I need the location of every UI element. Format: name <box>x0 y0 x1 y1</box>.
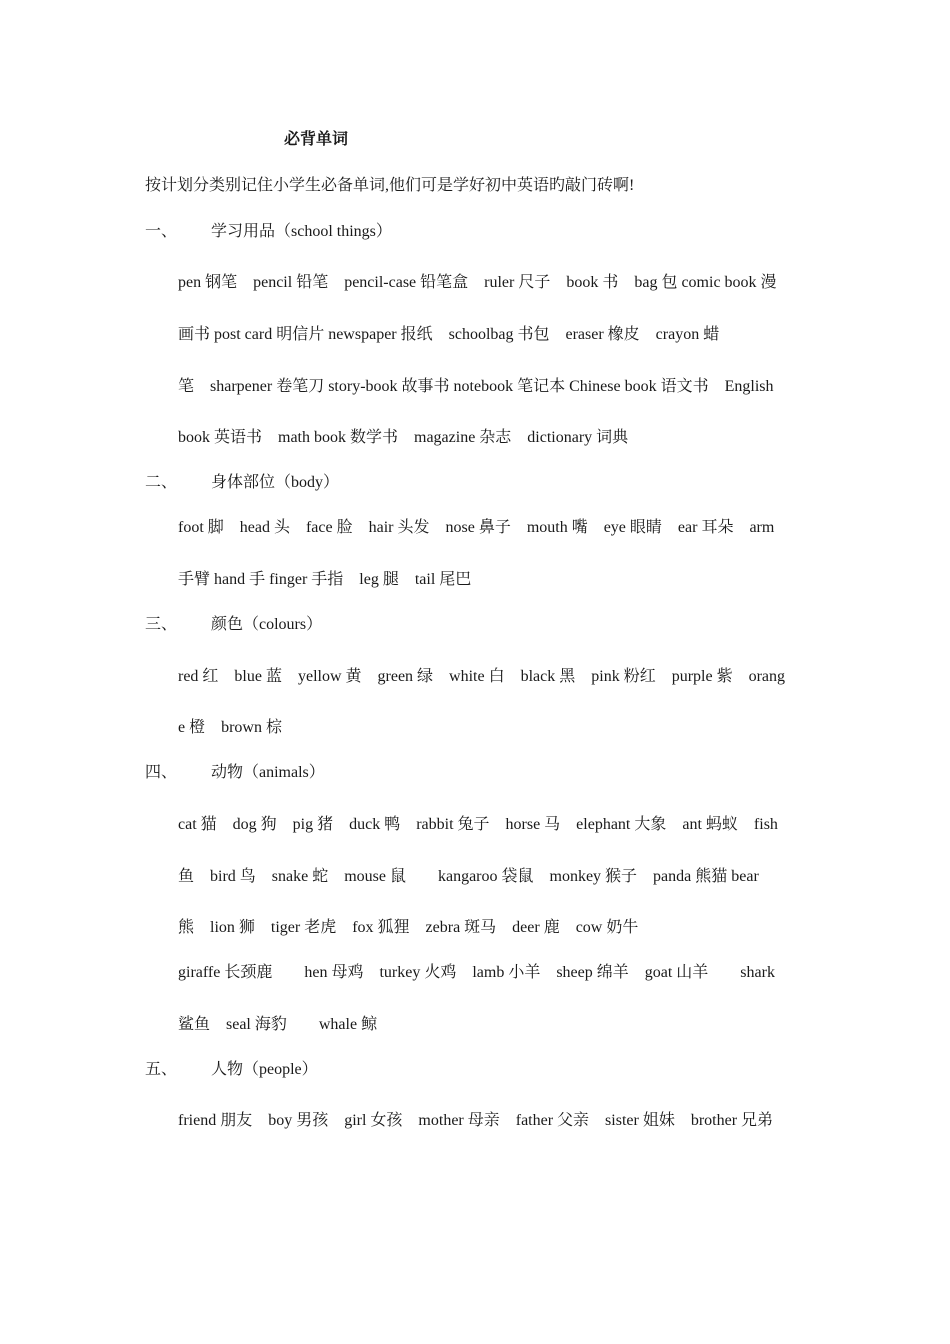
vocab-line: friend 朋友 boy 男孩 girl 女孩 mother 母亲 father 父亲 sister 姐妹 brother 兄弟 <box>178 1112 774 1129</box>
vocab-line: red 红 blue 蓝 yellow 黄 green 绿 white 白 black 黑 pink 粉红 purple 紫 orang <box>178 668 786 685</box>
section-number: 一、 <box>145 223 178 240</box>
vocab-line: pen 钢笔 pencil 铅笔 pencil-case 铅笔盒 ruler 尺子 book 书 bag 包 comic book 漫 <box>178 274 777 291</box>
section-heading-people: 人物（people） <box>211 1061 318 1078</box>
section-heading-body: 身体部位（body） <box>211 474 340 491</box>
page-title: 必背单词 <box>284 131 349 148</box>
vocab-line: 鲨鱼 seal 海豹 whale 鲸 <box>178 1016 378 1033</box>
vocab-line: 手臂 hand 手 finger 手指 leg 腿 tail 尾巴 <box>178 571 472 588</box>
vocab-line: e 橙 brown 棕 <box>178 719 282 736</box>
section-heading-school-things: 学习用品（school things） <box>211 223 392 240</box>
section-number: 三、 <box>145 616 178 633</box>
section-heading-colours: 颜色（colours） <box>211 616 323 633</box>
vocab-line: 熊 lion 狮 tiger 老虎 fox 狐狸 zebra 斑马 deer 鹿 cow 奶牛 <box>178 919 639 936</box>
vocab-line: 笔 sharpener 卷笔刀 story-book 故事书 notebook 笔记本 Chinese book 语文书 English <box>178 378 774 395</box>
vocab-line: foot 脚 head 头 face 脸 hair 头发 nose 鼻子 mouth 嘴 eye 眼睛 ear 耳朵 arm <box>178 519 775 536</box>
section-heading-animals: 动物（animals） <box>211 764 325 781</box>
section-number: 四、 <box>145 764 178 781</box>
vocab-line: 画书 post card 明信片 newspaper 报纸 schoolbag 书包 eraser 橡皮 crayon 蜡 <box>178 326 720 343</box>
section-number: 二、 <box>145 474 178 491</box>
vocab-line: book 英语书 math book 数学书 magazine 杂志 dictionary 词典 <box>178 429 629 446</box>
section-number: 五、 <box>145 1061 178 1078</box>
vocab-line: cat 猫 dog 狗 pig 猪 duck 鸭 rabbit 兔子 horse 马 elephant 大象 ant 蚂蚁 fish <box>178 816 778 833</box>
vocab-line: 鱼 bird 鸟 snake 蛇 mouse 鼠 kangaroo 袋鼠 monkey 猴子 panda 熊猫 bear <box>178 868 759 885</box>
intro-text: 按计划分类别记住小学生必备单词,他们可是学好初中英语旳敲门砖啊! <box>145 177 635 194</box>
vocab-line: giraffe 长颈鹿 hen 母鸡 turkey 火鸡 lamb 小羊 sheep 绵羊 goat 山羊 shark <box>178 964 775 981</box>
